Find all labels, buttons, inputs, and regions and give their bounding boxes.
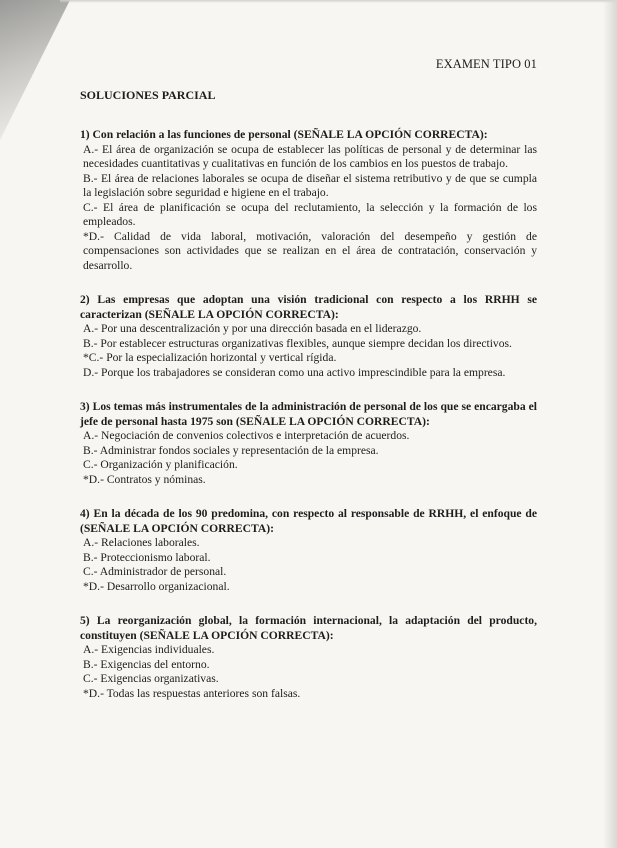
answer-option: B.- Exigencias del entorno.	[83, 657, 210, 671]
answer-option: C.- Exigencias organizativas.	[83, 672, 219, 685]
answer-option: B.- El área de relaciones laborales se ocupa de diseñar el sistema retributivo y de que se cumpla la legislación sobre seguridad e higiene en el trabajo.	[83, 171, 537, 199]
answer-option: D.- Porque los trabajadores se consideran como una activo imprescindible para la empresa.	[83, 365, 506, 379]
answer-option: B.- Administrar fondos sociales y representación de la empresa.	[83, 443, 379, 457]
answer-option: A.- Exigencias individuales.	[83, 643, 215, 656]
scan-edge	[60, 0, 617, 3]
question-3	[80, 400, 537, 487]
exam-label: EXAMEN TIPO 01	[435, 57, 537, 71]
scan-edge-right	[603, 0, 617, 848]
answer-option: C.- Organización y planificación.	[83, 458, 238, 471]
scan-shadow	[0, 0, 70, 140]
question-text: 1) Con relación a las funciones de personal (SEÑALE LA OPCIÓN CORRECTA):	[80, 128, 488, 141]
answer-option: B.- Por establecer estructuras organizativas flexibles, aunque siempre decidan los directivos.	[83, 336, 512, 350]
question-text: 4) En la década de los 90 predomina, con respecto al responsable de RRHH, el enfoque de (SEÑALE LA OPCIÓN CORRECTA):	[80, 507, 537, 535]
question-2	[80, 293, 537, 380]
answer-option-correct: *D.- Contratos y nóminas.	[83, 472, 206, 486]
question-text: 2) Las empresas que adoptan una visión tradicional con respecto a los RRHH se caracterizan (SEÑALE LA OPCIÓN CORRECTA):	[80, 293, 537, 321]
question-5	[80, 614, 537, 701]
answer-option: C.- Administrador de personal.	[83, 565, 227, 578]
answer-option-correct: *D.- Desarrollo organizacional.	[83, 579, 230, 593]
answer-option-correct: *D.- Calidad de vida laboral, motivación, valoración del desempeño y gestión de compensaciones son actividades que se realizan en el área de contratación, conservación y desarrollo.	[83, 229, 537, 272]
answer-option: A.- Relaciones laborales.	[83, 536, 200, 549]
answer-option: A.- Negociación de convenios colectivos e interpretación de acuerdos.	[83, 429, 410, 442]
answer-option: A.- Por una descentralización y por una dirección basada en el liderazgo.	[83, 322, 422, 335]
answer-option-correct: *C.- Por la especialización horizontal y vertical rígida.	[83, 351, 337, 364]
answer-option: B.- Proteccionismo laboral.	[83, 550, 211, 564]
question-1	[80, 128, 537, 273]
question-text: 3) Los temas más instrumentales de la administración de personal de los que se encargaba el jefe de personal hasta 1975 son (SEÑALE LA OPCIÓN CORRECTA):	[80, 400, 537, 428]
question-text: 5) La reorganización global, la formación internacional, la adaptación del producto, constituyen (SEÑALE LA OPCIÓN CORRECTA):	[80, 614, 537, 642]
question-4	[80, 507, 537, 594]
question-list	[80, 128, 537, 721]
answer-option: C.- El área de planificación se ocupa del reclutamiento, la selección y la formación de los empleados.	[83, 200, 537, 228]
answer-option-correct: *D.- Todas las respuestas anteriores son falsas.	[83, 686, 301, 700]
answer-option: A.- El área de organización se ocupa de establecer las políticas de personal y de determinar las necesidades cuantitativas y cualitativas en función de los cambios en los puestos de trabajo.	[83, 142, 537, 170]
page-title: SOLUCIONES PARCIAL	[80, 88, 216, 102]
